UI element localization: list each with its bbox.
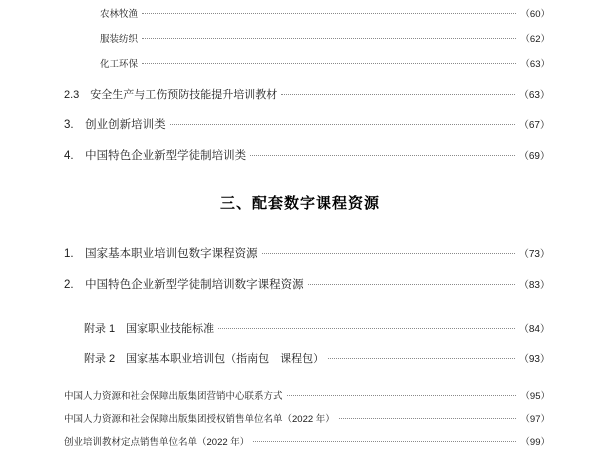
leader-dots — [170, 123, 515, 125]
toc-entry-label: 附录 1 国家职业技能标准 — [84, 323, 215, 335]
toc-entry-label: 2. 中国特色企业新型学徒制培训数字课程资源 — [64, 278, 304, 291]
toc-entry[interactable] — [44, 139, 556, 170]
toc-entry-label: 附录 2 国家基本职业培训包（指南包 课程包） — [84, 353, 325, 365]
toc-entry[interactable] — [44, 343, 556, 373]
toc-entry[interactable] — [44, 50, 556, 75]
toc-entry-page: （84） — [518, 324, 550, 335]
toc-group-top — [44, 0, 556, 75]
toc-entry-label: 中国人力资源和社会保障出版集团授权销售单位名单（2022 年） — [64, 413, 335, 425]
toc-entry-page: （99） — [520, 436, 550, 448]
toc-group-section3 — [44, 237, 556, 299]
leader-dots — [262, 252, 515, 254]
toc-entry-label: 服装纺织 — [100, 33, 139, 45]
leader-dots — [287, 394, 517, 396]
toc-entry[interactable] — [44, 383, 556, 406]
leader-dots — [218, 327, 515, 329]
toc-group-appendix — [44, 313, 556, 373]
section-heading: 三、配套数字课程资源 — [219, 195, 380, 212]
toc-entry-page: （97） — [520, 413, 550, 425]
toc-entry-page: （95） — [520, 390, 550, 402]
toc-entry-label: 3. 创业创新培训类 — [64, 118, 166, 131]
toc-entry-page: （63） — [520, 58, 550, 70]
toc-entry-page: （73） — [518, 248, 550, 260]
toc-entry-page: （62） — [520, 33, 550, 45]
leader-dots — [142, 62, 516, 64]
toc-entry[interactable] — [44, 406, 556, 429]
toc-entry[interactable] — [44, 108, 556, 139]
toc-entry-label: 中国人力资源和社会保障出版集团营销中心联系方式 — [64, 390, 283, 402]
toc-entry-page: （63） — [518, 89, 550, 101]
toc-entry[interactable] — [44, 0, 556, 25]
toc-entry-page: （69） — [518, 150, 550, 162]
toc-entry-label: 1. 国家基本职业培训包数字课程资源 — [64, 247, 258, 260]
leader-dots — [253, 440, 516, 442]
leader-dots — [328, 357, 515, 359]
toc-entry-label: 农林牧渔 — [100, 8, 139, 20]
toc-entry-page: （93） — [518, 354, 550, 365]
toc-entry-page: （60） — [520, 8, 550, 20]
leader-dots — [142, 12, 516, 14]
toc-entry-label: 创业培训教材定点销售单位名单（2022 年） — [64, 436, 250, 448]
toc-entry-page: （83） — [518, 279, 550, 291]
toc-group-back-matter — [44, 383, 556, 452]
toc-entry[interactable] — [44, 429, 556, 452]
toc-entry[interactable] — [44, 237, 556, 268]
toc-entry[interactable] — [44, 268, 556, 299]
toc-entry-label: 2.3 安全生产与工伤预防技能提升培训教材 — [64, 88, 278, 101]
toc-entry[interactable] — [44, 313, 556, 343]
toc-group-mid — [44, 79, 556, 170]
toc-entry-label: 4. 中国特色企业新型学徒制培训类 — [64, 149, 247, 162]
leader-dots — [281, 93, 515, 95]
leader-dots — [142, 37, 516, 39]
leader-dots — [308, 283, 515, 285]
leader-dots — [250, 154, 515, 156]
toc-entry[interactable] — [44, 79, 556, 108]
toc-entry[interactable] — [44, 25, 556, 50]
toc-entry-label: 化工环保 — [100, 58, 139, 70]
leader-dots — [339, 417, 517, 419]
toc-entry-page: （67） — [518, 119, 550, 131]
